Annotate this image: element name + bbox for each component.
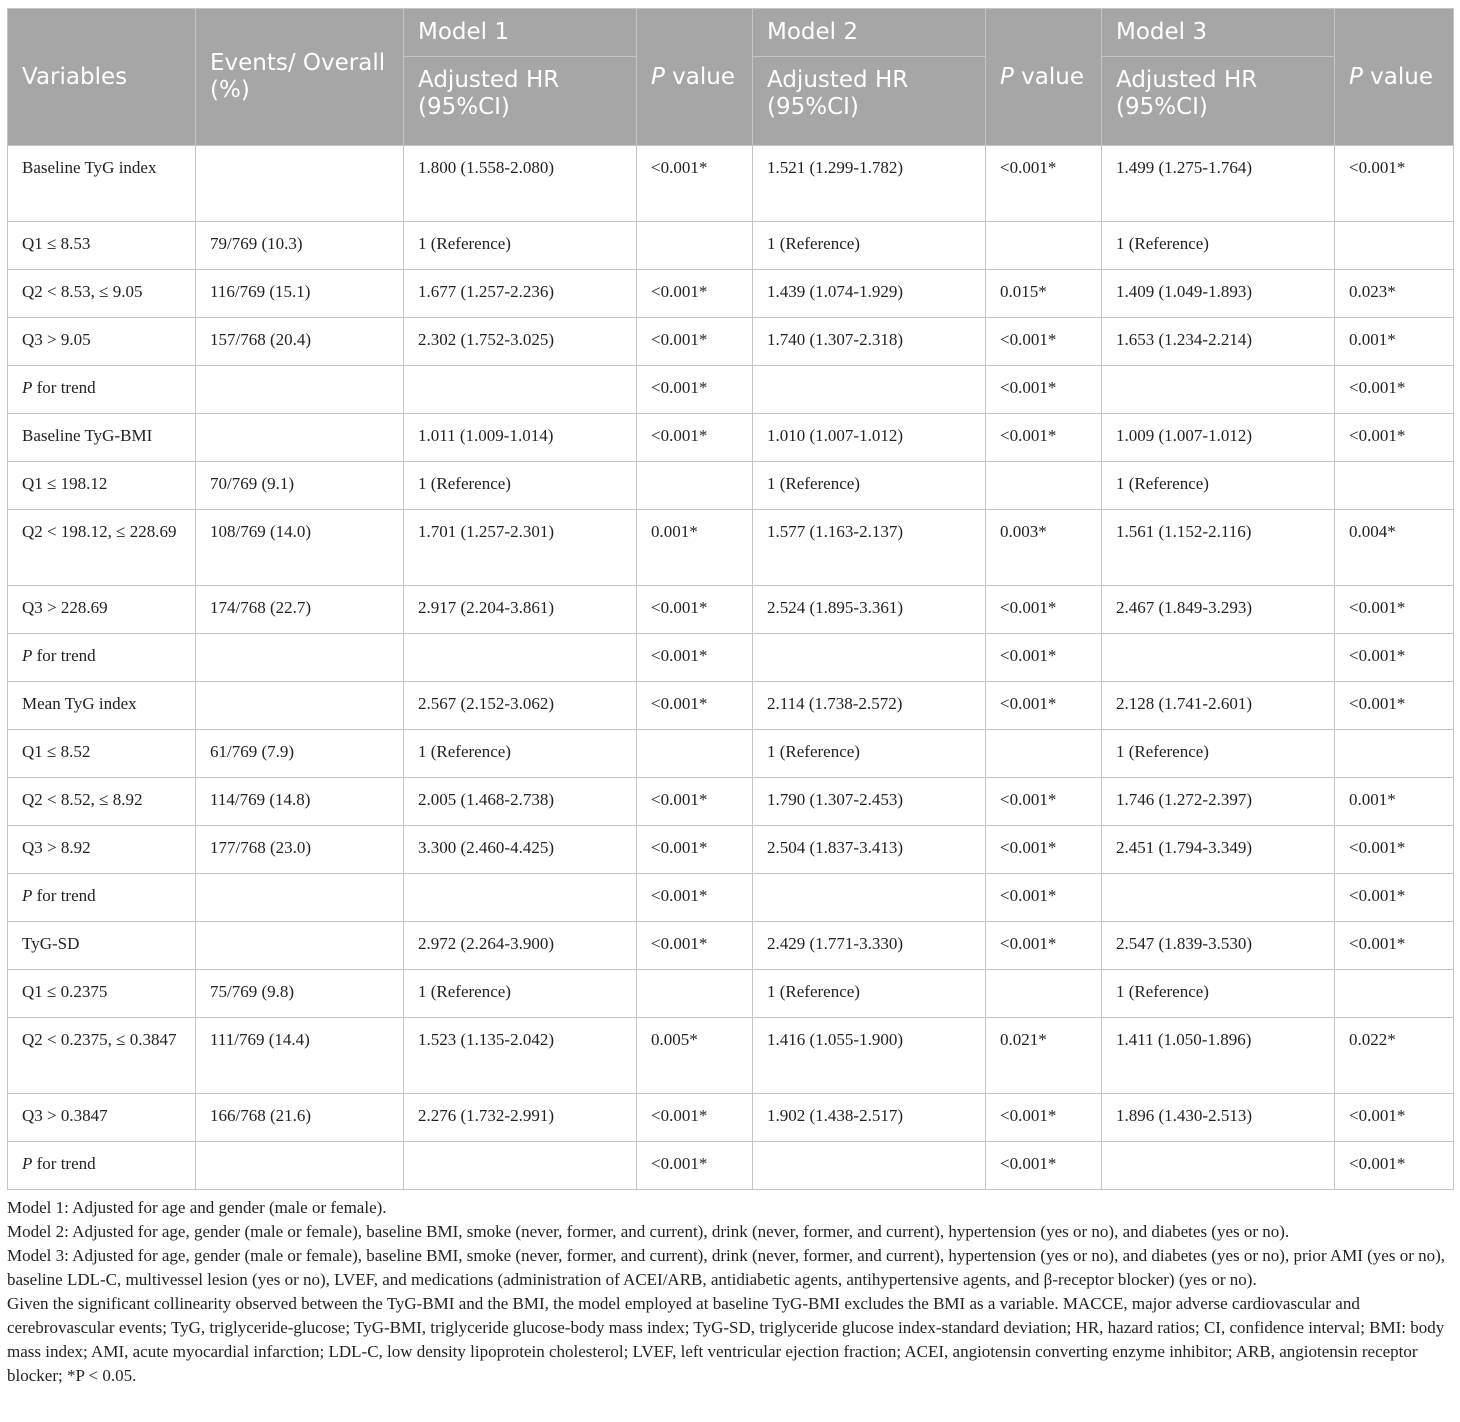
model3-p-cell xyxy=(1335,222,1454,270)
model3-p-cell: <0.001* xyxy=(1335,682,1454,730)
model3-p-cell: <0.001* xyxy=(1335,1094,1454,1142)
model3-hr-cell: 1 (Reference) xyxy=(1102,730,1335,778)
footnote-model-2: Model 2: Adjusted for age, gender (male or female), baseline BMI, smoke (never, former, and current), drink (never, former, and current), hypertension (yes or no), and diabetes (yes or no). xyxy=(7,1222,1290,1241)
variable-cell: Q2 < 8.52, ≤ 8.92 xyxy=(8,778,196,826)
model3-hr-cell: 1.499 (1.275-1.764) xyxy=(1102,146,1335,222)
model1-hr-cell: 1 (Reference) xyxy=(404,462,637,510)
variable-cell: Baseline TyG-BMI xyxy=(8,414,196,462)
model2-hr-cell: 2.524 (1.895-3.361) xyxy=(753,586,986,634)
table-header xyxy=(8,9,1454,146)
model1-p-cell: <0.001* xyxy=(637,1094,753,1142)
model1-hr-cell: 1.011 (1.009-1.014) xyxy=(404,414,637,462)
variable-cell: Q3 > 0.3847 xyxy=(8,1094,196,1142)
model1-p-cell: <0.001* xyxy=(637,826,753,874)
variable-cell: Q3 > 8.92 xyxy=(8,826,196,874)
model1-p-cell: 0.001* xyxy=(637,510,753,586)
model2-hr-cell: 2.504 (1.837-3.413) xyxy=(753,826,986,874)
variable-cell: Q3 > 228.69 xyxy=(8,586,196,634)
model1-p-cell xyxy=(637,970,753,1018)
events-cell: 75/769 (9.8) xyxy=(196,970,404,1018)
table-row xyxy=(8,778,1454,826)
events-cell xyxy=(196,922,404,970)
events-cell: 174/768 (22.7) xyxy=(196,586,404,634)
model2-hr-cell xyxy=(753,634,986,682)
model1-hr-cell: 3.300 (2.460-4.425) xyxy=(404,826,637,874)
model2-hr-cell: 1 (Reference) xyxy=(753,970,986,1018)
model2-hr-cell xyxy=(753,1142,986,1190)
model2-p-cell: <0.001* xyxy=(986,146,1102,222)
table-row xyxy=(8,922,1454,970)
footnote-model-1: Model 1: Adjusted for age and gender (male or female). xyxy=(7,1198,387,1217)
table-row xyxy=(8,222,1454,270)
variable-cell: TyG-SD xyxy=(8,922,196,970)
header-events: Events/ Overall (%) xyxy=(196,9,404,146)
model1-p-cell: <0.001* xyxy=(637,922,753,970)
model1-hr-cell xyxy=(404,1142,637,1190)
header-variables: Variables xyxy=(8,9,196,146)
model3-p-cell: <0.001* xyxy=(1335,586,1454,634)
table-row xyxy=(8,730,1454,778)
events-cell xyxy=(196,414,404,462)
model2-p-cell: <0.001* xyxy=(986,586,1102,634)
table-row xyxy=(8,634,1454,682)
model2-hr-cell: 1.740 (1.307-2.318) xyxy=(753,318,986,366)
model3-p-cell: 0.001* xyxy=(1335,318,1454,366)
variable-cell: Q2 < 8.53, ≤ 9.05 xyxy=(8,270,196,318)
model2-hr-cell: 1 (Reference) xyxy=(753,222,986,270)
table-row xyxy=(8,1094,1454,1142)
variable-cell: Q1 ≤ 198.12 xyxy=(8,462,196,510)
model2-p-cell: <0.001* xyxy=(986,366,1102,414)
table-footnotes xyxy=(7,1196,1453,1388)
table-row xyxy=(8,826,1454,874)
model3-hr-cell: 1 (Reference) xyxy=(1102,222,1335,270)
model3-hr-cell xyxy=(1102,874,1335,922)
model1-hr-cell: 1.677 (1.257-2.236) xyxy=(404,270,637,318)
model2-hr-cell: 1 (Reference) xyxy=(753,730,986,778)
model3-hr-cell xyxy=(1102,634,1335,682)
variable-cell: Baseline TyG index xyxy=(8,146,196,222)
model1-p-cell xyxy=(637,730,753,778)
variable-cell: P for trend xyxy=(8,366,196,414)
table-row xyxy=(8,366,1454,414)
hazard-ratio-table xyxy=(7,8,1454,1190)
model3-p-cell: 0.022* xyxy=(1335,1018,1454,1094)
model1-p-cell: <0.001* xyxy=(637,318,753,366)
model1-hr-cell: 1 (Reference) xyxy=(404,222,637,270)
model1-p-cell: <0.001* xyxy=(637,146,753,222)
table-row xyxy=(8,1142,1454,1190)
model2-p-cell: <0.001* xyxy=(986,778,1102,826)
model1-hr-cell: 1.523 (1.135-2.042) xyxy=(404,1018,637,1094)
variable-cell: P for trend xyxy=(8,634,196,682)
variable-cell: P for trend xyxy=(8,1142,196,1190)
model1-p-cell: <0.001* xyxy=(637,682,753,730)
events-cell: 79/769 (10.3) xyxy=(196,222,404,270)
model2-p-cell: <0.001* xyxy=(986,414,1102,462)
model2-p-cell: <0.001* xyxy=(986,1142,1102,1190)
model3-p-cell: 0.001* xyxy=(1335,778,1454,826)
model3-hr-cell: 2.451 (1.794-3.349) xyxy=(1102,826,1335,874)
events-cell: 177/768 (23.0) xyxy=(196,826,404,874)
model2-hr-cell: 2.429 (1.771-3.330) xyxy=(753,922,986,970)
model2-p-cell: <0.001* xyxy=(986,922,1102,970)
model2-p-cell: 0.015* xyxy=(986,270,1102,318)
model1-p-cell xyxy=(637,462,753,510)
events-cell xyxy=(196,634,404,682)
hazard-ratio-table-figure xyxy=(7,8,1453,1388)
model2-hr-cell: 1.577 (1.163-2.137) xyxy=(753,510,986,586)
footnote-model-3: Model 3: Adjusted for age, gender (male or female), baseline BMI, smoke (never, former, and current), drink (never, former, and current), hypertension (yes or no), and diabetes (yes or no), prior AMI (yes or no), baseline LDL-C, multivessel lesion (yes or no), LVEF, and medications (administration of ACEI/ARB, antidiabetic agents, antihypertensive agents, and β-receptor blocker) (yes or no). xyxy=(7,1246,1446,1289)
model1-p-cell: <0.001* xyxy=(637,874,753,922)
variable-cell: Q2 < 0.2375, ≤ 0.3847 xyxy=(8,1018,196,1094)
model1-p-cell xyxy=(637,222,753,270)
table-row xyxy=(8,970,1454,1018)
events-cell: 61/769 (7.9) xyxy=(196,730,404,778)
model1-p-cell: <0.001* xyxy=(637,778,753,826)
model2-p-cell xyxy=(986,462,1102,510)
model3-hr-cell: 2.467 (1.849-3.293) xyxy=(1102,586,1335,634)
variable-cell: Q1 ≤ 0.2375 xyxy=(8,970,196,1018)
model3-p-cell: <0.001* xyxy=(1335,634,1454,682)
model1-hr-cell xyxy=(404,366,637,414)
events-cell: 157/768 (20.4) xyxy=(196,318,404,366)
model1-p-cell: <0.001* xyxy=(637,586,753,634)
header-p-value-1: P value xyxy=(637,9,753,146)
model3-p-cell: <0.001* xyxy=(1335,874,1454,922)
model3-p-cell: <0.001* xyxy=(1335,146,1454,222)
model3-p-cell xyxy=(1335,462,1454,510)
model1-hr-cell: 2.972 (2.264-3.900) xyxy=(404,922,637,970)
header-hr-2: Adjusted HR (95%CI) xyxy=(753,57,986,146)
table-row xyxy=(8,270,1454,318)
table-row xyxy=(8,318,1454,366)
model1-hr-cell xyxy=(404,874,637,922)
table-row xyxy=(8,462,1454,510)
model3-hr-cell: 1.411 (1.050-1.896) xyxy=(1102,1018,1335,1094)
table-row xyxy=(8,874,1454,922)
model1-p-cell: <0.001* xyxy=(637,1142,753,1190)
model3-hr-cell xyxy=(1102,1142,1335,1190)
footnote-abbreviations: Given the significant collinearity observed between the TyG-BMI and the BMI, the model employed at baseline TyG-BMI excludes the BMI as a variable. MACCE, major adverse cardiovascular and cerebrovascular events; TyG, triglyceride-glucose; TyG-BMI, triglyceride glucose-body mass index; TyG-SD, triglyceride glucose index-standard deviation; HR, hazard ratios; CI, confidence interval; BMI: body mass index; AMI, acute myocardial infarction; LDL-C, low density lipoprotein cholesterol; LVEF, left ventricular ejection fraction; ACEI, angiotensin converting enzyme inhibitor; ARB, angiotensin receptor blocker; *P < 0.05. xyxy=(7,1294,1445,1385)
model2-p-cell: <0.001* xyxy=(986,1094,1102,1142)
model1-hr-cell: 2.276 (1.732-2.991) xyxy=(404,1094,637,1142)
events-cell: 114/769 (14.8) xyxy=(196,778,404,826)
model1-p-cell: <0.001* xyxy=(637,366,753,414)
model3-hr-cell: 2.128 (1.741-2.601) xyxy=(1102,682,1335,730)
model2-p-cell xyxy=(986,222,1102,270)
model1-p-cell: 0.005* xyxy=(637,1018,753,1094)
model1-hr-cell xyxy=(404,634,637,682)
variable-cell: Q1 ≤ 8.53 xyxy=(8,222,196,270)
model3-hr-cell: 1.653 (1.234-2.214) xyxy=(1102,318,1335,366)
model1-p-cell: <0.001* xyxy=(637,414,753,462)
model2-hr-cell xyxy=(753,366,986,414)
header-model-3: Model 3 xyxy=(1102,9,1335,57)
events-cell xyxy=(196,146,404,222)
model1-hr-cell: 2.917 (2.204-3.861) xyxy=(404,586,637,634)
model3-p-cell: <0.001* xyxy=(1335,366,1454,414)
model3-hr-cell: 1.746 (1.272-2.397) xyxy=(1102,778,1335,826)
table-row xyxy=(8,586,1454,634)
table-body xyxy=(8,146,1454,1190)
table-row xyxy=(8,682,1454,730)
model1-hr-cell: 1.701 (1.257-2.301) xyxy=(404,510,637,586)
header-hr-3: Adjusted HR (95%CI) xyxy=(1102,57,1335,146)
header-model-1: Model 1 xyxy=(404,9,637,57)
events-cell: 70/769 (9.1) xyxy=(196,462,404,510)
table-row xyxy=(8,1018,1454,1094)
header-p-value-2: P value xyxy=(986,9,1102,146)
variable-cell: Mean TyG index xyxy=(8,682,196,730)
model1-p-cell: <0.001* xyxy=(637,270,753,318)
model3-hr-cell: 1.009 (1.007-1.012) xyxy=(1102,414,1335,462)
model2-p-cell: <0.001* xyxy=(986,634,1102,682)
model2-hr-cell: 1.010 (1.007-1.012) xyxy=(753,414,986,462)
model2-hr-cell: 1 (Reference) xyxy=(753,462,986,510)
model1-hr-cell: 2.567 (2.152-3.062) xyxy=(404,682,637,730)
model1-hr-cell: 1 (Reference) xyxy=(404,970,637,1018)
model2-p-cell xyxy=(986,730,1102,778)
events-cell xyxy=(196,366,404,414)
model2-p-cell: <0.001* xyxy=(986,874,1102,922)
model3-p-cell: <0.001* xyxy=(1335,414,1454,462)
model2-p-cell: 0.021* xyxy=(986,1018,1102,1094)
header-model-2: Model 2 xyxy=(753,9,986,57)
model2-hr-cell xyxy=(753,874,986,922)
model2-p-cell: <0.001* xyxy=(986,826,1102,874)
table-row xyxy=(8,414,1454,462)
variable-cell: P for trend xyxy=(8,874,196,922)
model2-hr-cell: 1.902 (1.438-2.517) xyxy=(753,1094,986,1142)
variable-cell: Q1 ≤ 8.52 xyxy=(8,730,196,778)
model1-hr-cell: 2.005 (1.468-2.738) xyxy=(404,778,637,826)
model2-p-cell: 0.003* xyxy=(986,510,1102,586)
model2-p-cell xyxy=(986,970,1102,1018)
model3-hr-cell: 1 (Reference) xyxy=(1102,970,1335,1018)
model1-p-cell: <0.001* xyxy=(637,634,753,682)
model2-hr-cell: 1.521 (1.299-1.782) xyxy=(753,146,986,222)
events-cell: 111/769 (14.4) xyxy=(196,1018,404,1094)
model3-p-cell: 0.004* xyxy=(1335,510,1454,586)
header-hr-1: Adjusted HR (95%CI) xyxy=(404,57,637,146)
variable-cell: Q2 < 198.12, ≤ 228.69 xyxy=(8,510,196,586)
model3-hr-cell: 1.409 (1.049-1.893) xyxy=(1102,270,1335,318)
events-cell xyxy=(196,1142,404,1190)
model3-p-cell xyxy=(1335,970,1454,1018)
events-cell xyxy=(196,682,404,730)
model2-hr-cell: 2.114 (1.738-2.572) xyxy=(753,682,986,730)
model2-hr-cell: 1.416 (1.055-1.900) xyxy=(753,1018,986,1094)
model3-hr-cell: 1.561 (1.152-2.116) xyxy=(1102,510,1335,586)
events-cell: 108/769 (14.0) xyxy=(196,510,404,586)
variable-cell: Q3 > 9.05 xyxy=(8,318,196,366)
model2-p-cell: <0.001* xyxy=(986,682,1102,730)
model3-hr-cell xyxy=(1102,366,1335,414)
table-row xyxy=(8,146,1454,222)
model3-hr-cell: 2.547 (1.839-3.530) xyxy=(1102,922,1335,970)
model3-p-cell: <0.001* xyxy=(1335,826,1454,874)
events-cell: 116/769 (15.1) xyxy=(196,270,404,318)
model3-p-cell: <0.001* xyxy=(1335,1142,1454,1190)
model1-hr-cell: 2.302 (1.752-3.025) xyxy=(404,318,637,366)
model2-hr-cell: 1.439 (1.074-1.929) xyxy=(753,270,986,318)
model3-hr-cell: 1.896 (1.430-2.513) xyxy=(1102,1094,1335,1142)
model2-hr-cell: 1.790 (1.307-2.453) xyxy=(753,778,986,826)
events-cell xyxy=(196,874,404,922)
events-cell: 166/768 (21.6) xyxy=(196,1094,404,1142)
model2-p-cell: <0.001* xyxy=(986,318,1102,366)
table-row xyxy=(8,510,1454,586)
model3-hr-cell: 1 (Reference) xyxy=(1102,462,1335,510)
model1-hr-cell: 1.800 (1.558-2.080) xyxy=(404,146,637,222)
model3-p-cell: 0.023* xyxy=(1335,270,1454,318)
header-p-value-3: P value xyxy=(1335,9,1454,146)
model3-p-cell: <0.001* xyxy=(1335,922,1454,970)
model3-p-cell xyxy=(1335,730,1454,778)
model1-hr-cell: 1 (Reference) xyxy=(404,730,637,778)
